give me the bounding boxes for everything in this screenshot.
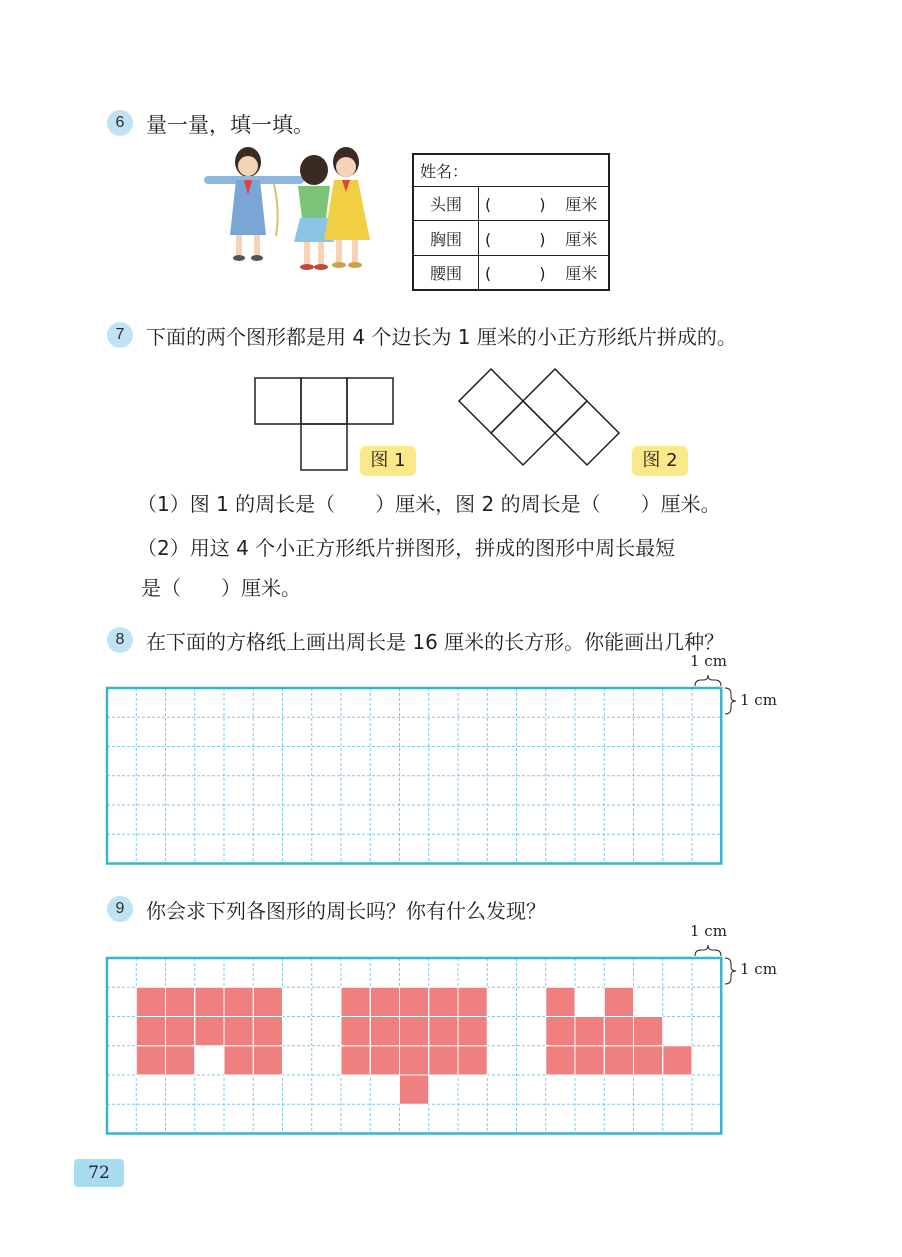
figure-2-label: 图 2: [632, 446, 688, 476]
shaded-cell: [604, 1046, 633, 1075]
question-7-part-2-line-2: 是（ ）厘米。: [141, 576, 301, 600]
unit-label-top: 1 cm: [690, 652, 727, 670]
question-6-text: 量一量，填一填。: [146, 113, 314, 137]
shaded-cell: [575, 1046, 604, 1075]
question-7-text: 下面的两个图形都是用 4 个边长为 1 厘米的小正方形纸片拼成的。: [146, 325, 737, 349]
shaded-cell: [136, 1046, 165, 1075]
shaded-cell: [458, 1046, 487, 1075]
question-number-8: 8: [107, 627, 133, 653]
shaded-cell: [166, 1017, 195, 1046]
row-label: 腰围: [413, 255, 479, 290]
shaded-cell: [224, 1046, 253, 1075]
shaded-cell: [546, 1017, 575, 1046]
answer-blank[interactable]: ( ): [479, 221, 560, 256]
shaded-cell: [604, 987, 633, 1016]
unit-label-side: 1 cm: [740, 691, 777, 709]
shaded-cell: [458, 987, 487, 1016]
row-unit: 厘米: [559, 186, 609, 221]
answer-blank[interactable]: ( ): [479, 255, 560, 290]
shaded-cell: [458, 1017, 487, 1046]
shaded-cell: [253, 987, 282, 1016]
graph-paper-grid-q8[interactable]: [105, 686, 725, 866]
shaded-cell: [341, 1017, 370, 1046]
shaded-cell: [400, 987, 429, 1016]
shaded-cell: [663, 1046, 692, 1075]
shaded-cell: [429, 1017, 458, 1046]
shaded-cell: [634, 1017, 663, 1046]
unit-label-top: 1 cm: [690, 922, 727, 940]
shaded-cell: [575, 1017, 604, 1046]
shaded-cell: [546, 1046, 575, 1075]
shaded-cell: [370, 1046, 399, 1075]
shaded-cell: [634, 1046, 663, 1075]
shaded-cell: [195, 987, 224, 1016]
shaded-cell: [546, 987, 575, 1016]
shaded-cell: [400, 1046, 429, 1075]
shaded-cell: [253, 1046, 282, 1075]
figure-2-diamond-shape: [452, 365, 627, 470]
table-row: [413, 186, 609, 221]
shaded-cell: [429, 1046, 458, 1075]
row-label: 胸围: [413, 221, 479, 256]
shaded-cell: [166, 1046, 195, 1075]
shaded-cell: [224, 1017, 253, 1046]
shaded-cell: [341, 987, 370, 1016]
row-label: 头围: [413, 186, 479, 221]
shaded-cell: [370, 987, 399, 1016]
measurement-table: [412, 153, 610, 291]
shaded-cell: [195, 1017, 224, 1046]
shaded-cell: [400, 1075, 429, 1104]
shaded-cell: [136, 987, 165, 1016]
shaded-cell: [400, 1017, 429, 1046]
name-field-label: 姓名：: [413, 154, 609, 186]
page-number: 72: [74, 1159, 124, 1187]
girls-measuring-illustration: [196, 140, 386, 290]
shaded-cell: [224, 987, 253, 1016]
graph-paper-grid-q9: [105, 956, 725, 1136]
row-unit: 厘米: [559, 221, 609, 256]
question-number-7: 7: [107, 322, 133, 348]
question-number-6: 6: [107, 110, 133, 136]
shaded-cell: [341, 1046, 370, 1075]
shaded-cell: [166, 987, 195, 1016]
unit-label-side: 1 cm: [740, 960, 777, 978]
shaded-cell: [253, 1017, 282, 1046]
question-7-part-2-line-1: （2）用这 4 个小正方形纸片拼图形，拼成的图形中周长最短: [137, 536, 676, 560]
shaded-cell: [136, 1017, 165, 1046]
row-unit: 厘米: [559, 255, 609, 290]
table-row: [413, 221, 609, 256]
answer-blank[interactable]: ( ): [479, 186, 560, 221]
question-7-part-1: （1）图 1 的周长是（ ）厘米，图 2 的周长是（ ）厘米。: [137, 492, 721, 516]
question-number-9: 9: [107, 896, 133, 922]
shaded-cell: [429, 987, 458, 1016]
figure-1-label: 图 1: [360, 446, 416, 476]
question-9-text: 你会求下列各图形的周长吗？你有什么发现？: [146, 899, 546, 923]
table-row: [413, 255, 609, 290]
question-8-text: 在下面的方格纸上画出周长是 16 厘米的长方形。你能画出几种？: [146, 630, 725, 654]
shaded-cell: [370, 1017, 399, 1046]
shaded-cell: [604, 1017, 633, 1046]
